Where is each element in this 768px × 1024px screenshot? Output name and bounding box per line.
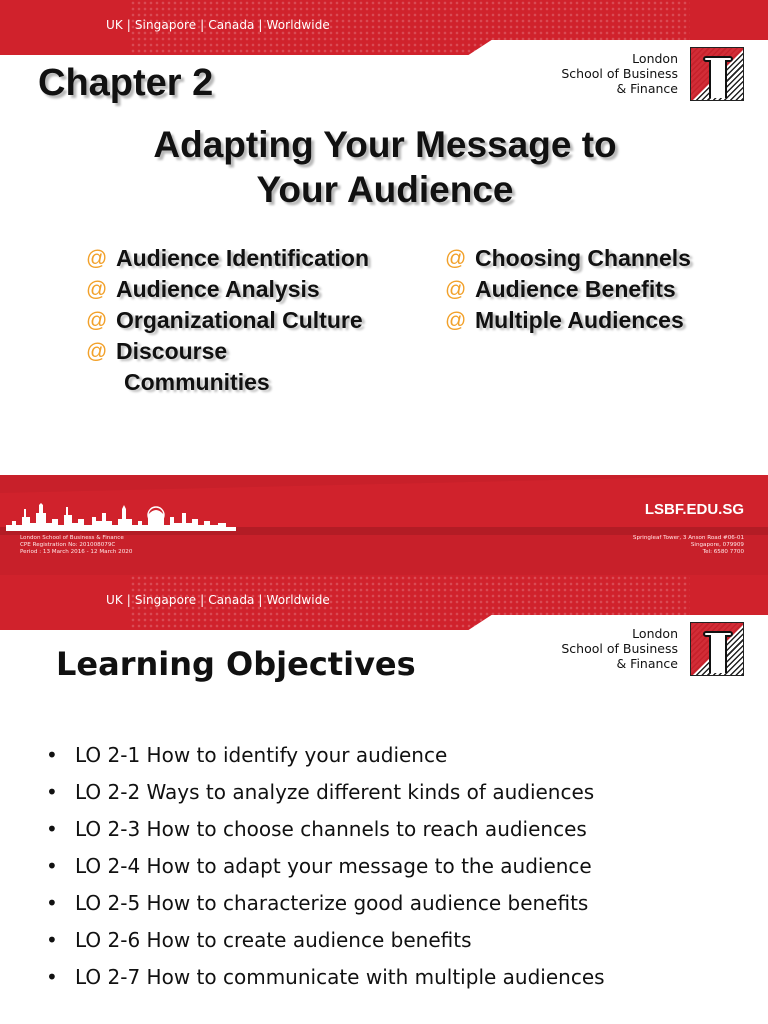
at-bullet-icon: @: [445, 278, 467, 301]
locations-text: UK | Singapore | Canada | Worldwide: [106, 18, 330, 32]
topic-item: [86, 243, 426, 274]
slide-title: Learning Objectives: [56, 645, 416, 683]
at-bullet-icon: @: [445, 247, 467, 270]
pillar-logo-icon: [690, 622, 744, 676]
at-bullet-icon: @: [86, 309, 108, 332]
logo-line: London: [632, 51, 678, 66]
topic-label-continued: Communities: [124, 369, 270, 395]
bullet-icon: •: [46, 780, 58, 804]
topic-list-left: [86, 243, 426, 398]
topic-item: [86, 305, 426, 336]
list-item: [46, 922, 605, 959]
topic-label: Multiple Audiences: [475, 307, 684, 333]
bullet-icon: •: [46, 854, 58, 878]
logo-line: School of Business: [561, 641, 678, 656]
logo-text: [561, 51, 678, 96]
chapter-heading: Chapter 2: [38, 62, 214, 104]
list-item: [46, 774, 605, 811]
list-item: [46, 848, 605, 885]
objective-text: LO 2-5 How to characterize good audience benefits: [75, 891, 589, 915]
topic-item: [86, 274, 426, 305]
list-item: [46, 811, 605, 848]
list-item: [46, 737, 605, 774]
city-skyline-icon: [6, 495, 236, 531]
bullet-icon: •: [46, 891, 58, 915]
topic-list-right: [445, 243, 765, 336]
topic-item: [445, 243, 765, 274]
bullet-icon: •: [46, 965, 58, 989]
list-item: [46, 959, 605, 996]
footer-line: Tel: 6580 7700: [702, 549, 744, 555]
topic-label: Audience Analysis: [116, 276, 320, 302]
logo-text: [561, 626, 678, 671]
objective-text: LO 2-3 How to choose channels to reach audiences: [75, 817, 587, 841]
objective-text: LO 2-6 How to create audience benefits: [75, 928, 472, 952]
footer-line: Springleaf Tower, 3 Anson Road #06-01: [632, 535, 744, 541]
objective-text: LO 2-4 How to adapt your message to the audience: [75, 854, 592, 878]
footer-line: Period : 13 March 2016 - 12 March 2020: [20, 549, 133, 555]
pillar-logo-icon: [690, 47, 744, 101]
locations-text: UK | Singapore | Canada | Worldwide: [106, 593, 330, 607]
footer-line: CPE Registration No: 201008079C: [20, 542, 116, 548]
footer-line: London School of Business & Finance: [20, 535, 124, 541]
topic-label: Discourse: [116, 338, 228, 364]
lsbf-logo: [561, 47, 744, 103]
bullet-icon: •: [46, 743, 58, 767]
bullet-icon: •: [46, 928, 58, 952]
topic-label: Choosing Channels: [475, 245, 691, 271]
logo-line: & Finance: [616, 81, 678, 96]
objective-text: LO 2-7 How to communicate with multiple audiences: [75, 965, 605, 989]
topic-item: [445, 305, 765, 336]
at-bullet-icon: @: [86, 278, 108, 301]
slide-learning-objectives: [0, 575, 768, 1024]
lsbf-logo: [561, 622, 744, 678]
footer-line: Singapore, 079909: [690, 542, 744, 548]
at-bullet-icon: @: [86, 340, 108, 363]
topic-label: Organizational Culture: [116, 307, 363, 333]
objectives-list: [46, 737, 605, 996]
logo-line: London: [632, 626, 678, 641]
website-url: LSBF.EDU.SG: [644, 501, 744, 518]
at-bullet-icon: @: [445, 309, 467, 332]
bullet-icon: •: [46, 817, 58, 841]
at-bullet-icon: @: [86, 247, 108, 270]
topic-item: [86, 336, 426, 398]
footer-banner: [0, 475, 768, 575]
logo-line: School of Business: [561, 66, 678, 81]
title-line: Adapting Your Message to: [153, 124, 617, 165]
footer-registration: [20, 535, 132, 556]
logo-line: & Finance: [616, 656, 678, 671]
topic-label: Audience Benefits: [475, 276, 676, 302]
slide-title: [60, 122, 710, 212]
topic-item: [445, 274, 765, 305]
objective-text: LO 2-1 How to identify your audience: [75, 743, 448, 767]
title-line: Your Audience: [256, 169, 514, 210]
objective-text: LO 2-2 Ways to analyze different kinds of audiences: [75, 780, 595, 804]
list-item: [46, 885, 605, 922]
topic-label: Audience Identification: [116, 245, 370, 271]
footer-address: [633, 535, 744, 556]
